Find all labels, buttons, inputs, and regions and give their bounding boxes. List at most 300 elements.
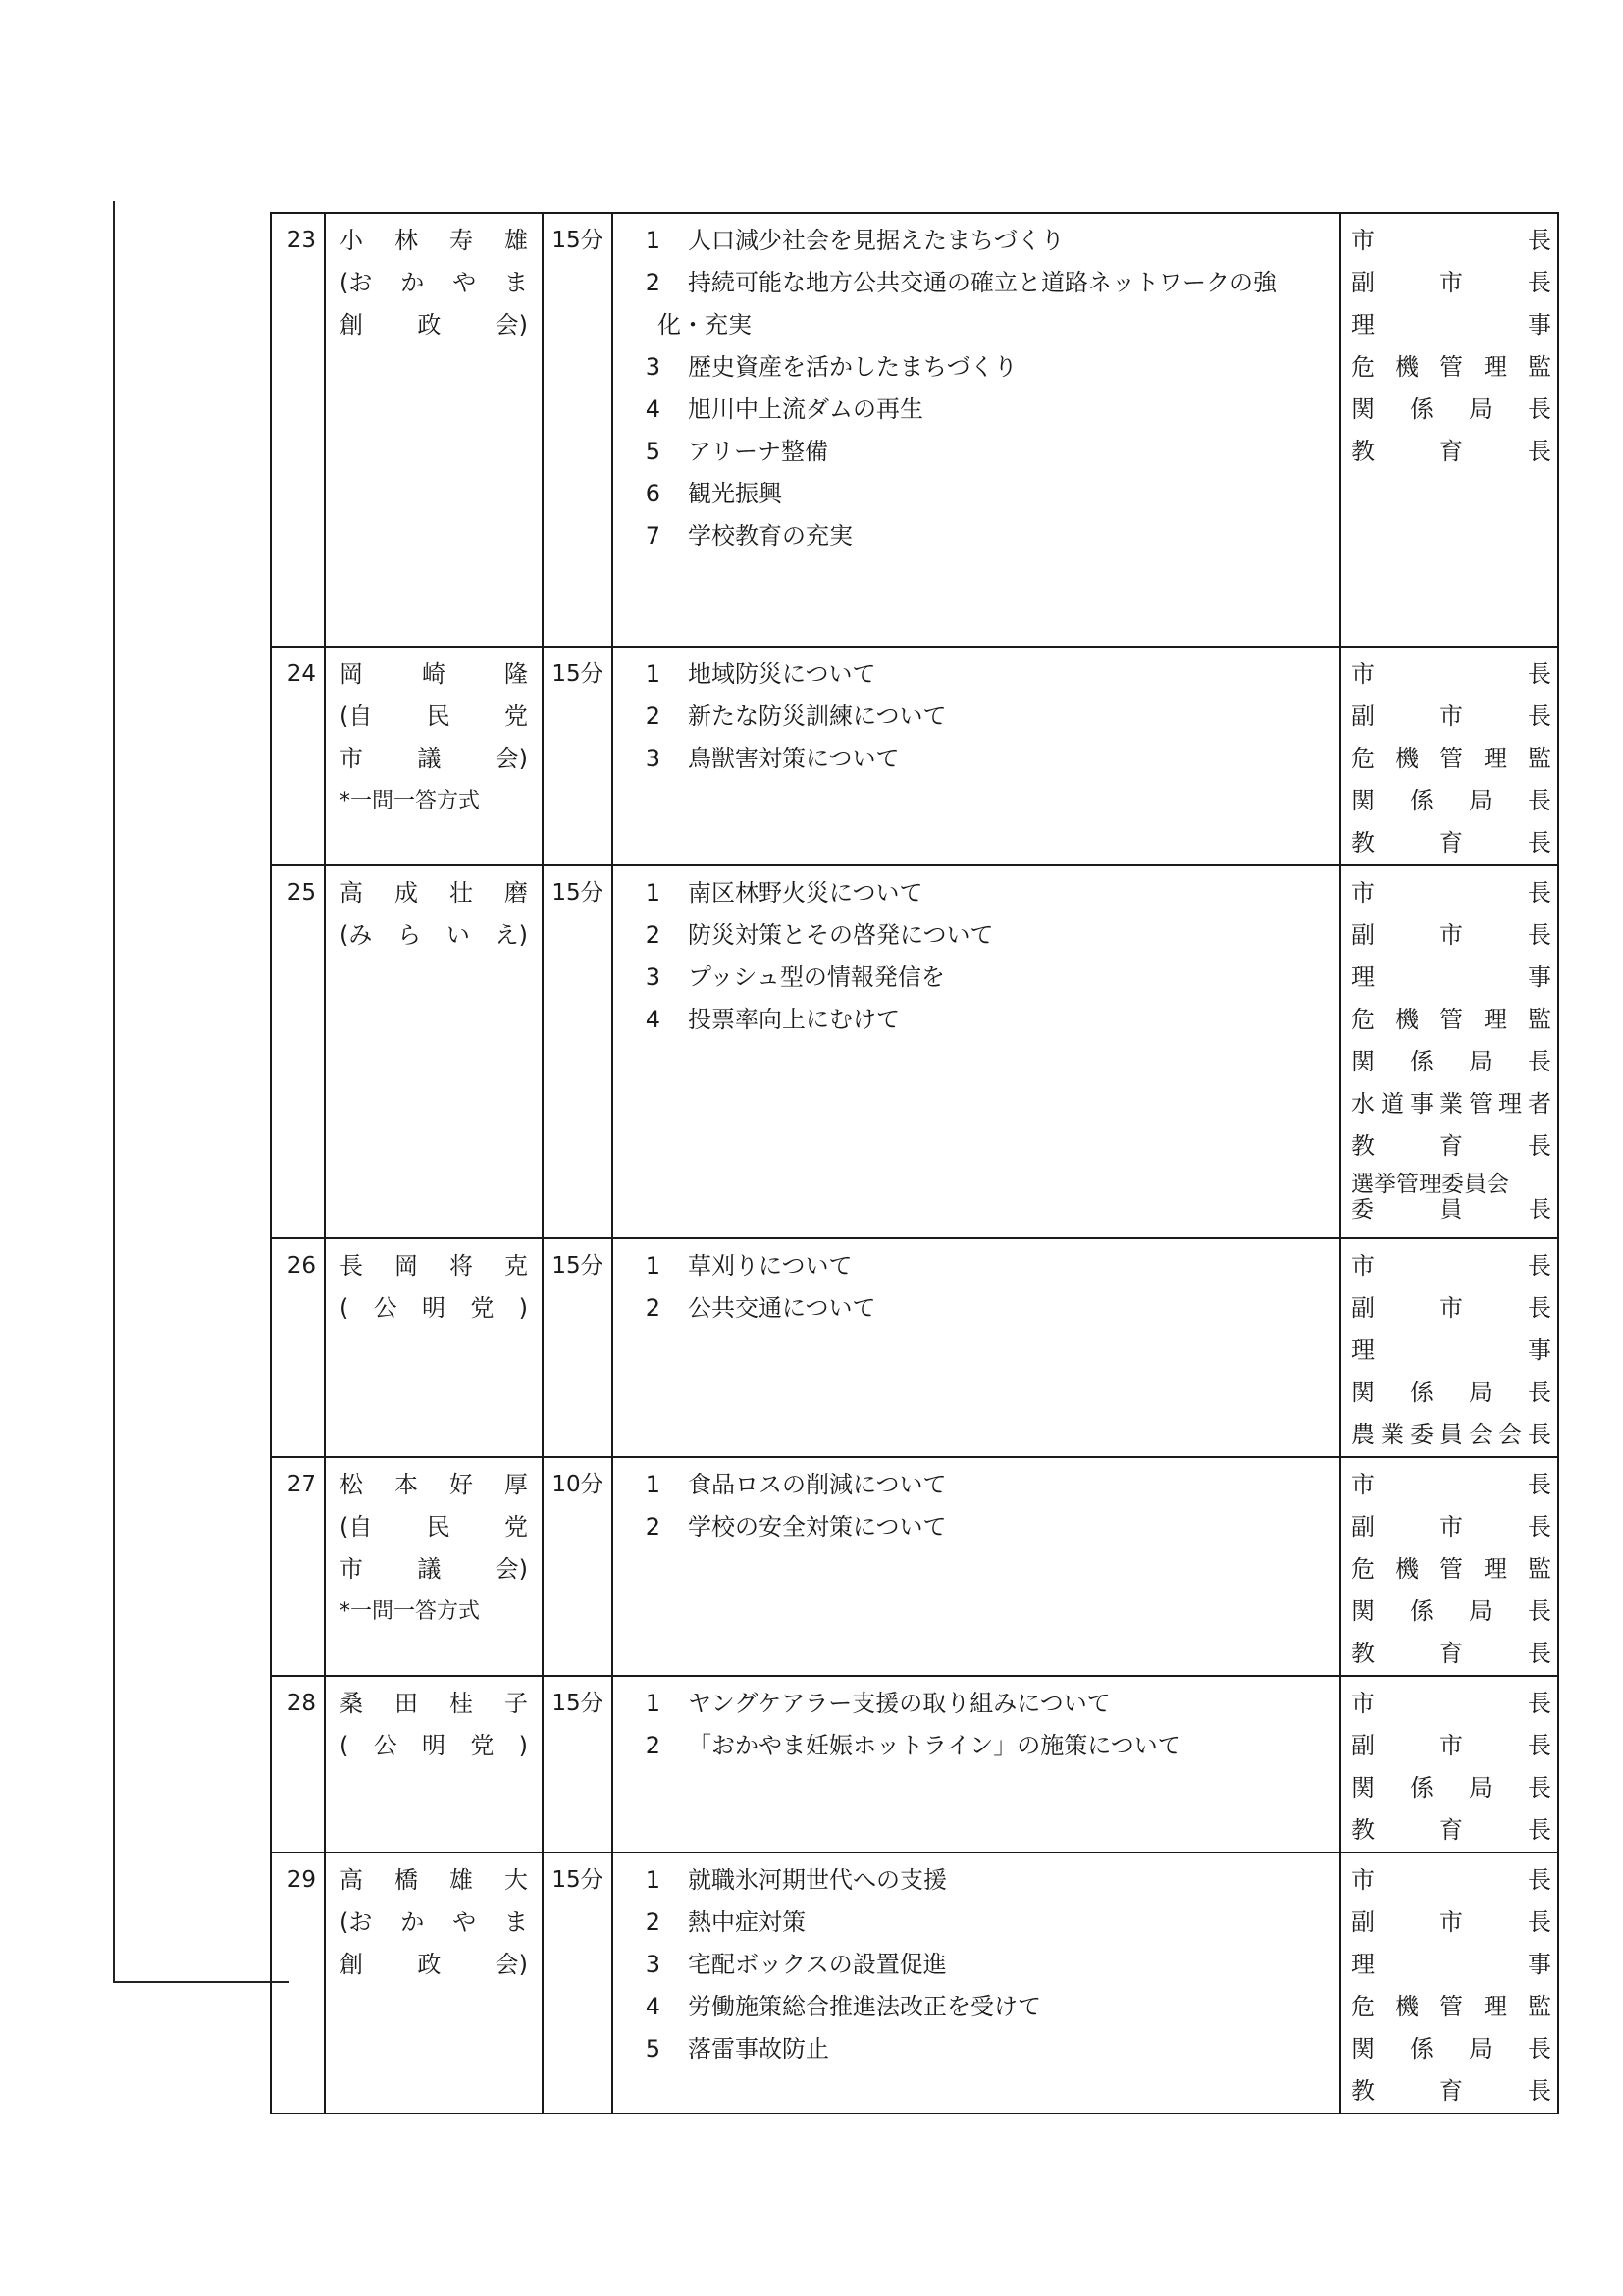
char: 市 [1440,703,1463,730]
question-item [613,1859,1339,1902]
char: 管 [1440,745,1463,772]
char: 理 [1484,1006,1507,1033]
answerer [1351,1125,1551,1168]
char: 市 [1351,1866,1375,1894]
answerer [1351,653,1551,696]
question-item [613,957,1339,999]
question-number: 1 [645,660,660,688]
char: 子 [504,1690,528,1717]
answerer [1351,1548,1551,1591]
char: 監 [1528,1555,1551,1583]
char: 長 [1528,1513,1551,1540]
question-item [613,696,1339,738]
answerer [1351,431,1551,473]
char: 危 [1351,353,1375,381]
char: 長 [1528,1908,1551,1936]
speaker-cell [325,647,543,865]
question-number: 1 [645,227,660,254]
char: 理 [1484,353,1507,381]
question-text: 地域防災について [688,660,876,688]
speaker-number: 23 [271,213,325,647]
char: 創 [340,311,363,339]
party-name [340,1902,528,1944]
question-number: 1 [645,1471,660,1498]
char: 機 [1395,745,1419,772]
answerer [1351,1245,1551,1287]
question-text: ヤングケアラー支援の取り組みについて [688,1690,1111,1717]
char: 大 [504,1866,528,1894]
question-number: 2 [645,1294,660,1322]
speaker-name [340,1464,528,1506]
char: 局 [1469,395,1492,423]
answerer [1351,999,1551,1041]
char: 事 [1410,1090,1434,1118]
char: 機 [1395,1555,1419,1583]
party-name [340,1548,528,1591]
char: 市 [1351,660,1375,688]
char: 長 [1528,1379,1551,1406]
char: 副 [1351,703,1375,730]
char: 育 [1440,438,1463,465]
question-text: 落雷事故防止 [688,2035,829,2062]
char: 局 [1469,1774,1492,1801]
char: 市 [1351,227,1375,254]
table-row [271,1676,1558,1852]
left-margin-line [113,201,115,1982]
char: か [400,1908,425,1936]
question-item [613,262,1339,304]
question-item [613,431,1339,473]
char: 市 [340,1555,363,1583]
char: 田 [394,1690,418,1717]
speaker-name [340,1245,528,1287]
char: 育 [1440,1640,1463,1667]
char: 将 [449,1252,473,1279]
question-text-continued: 化・充実 [657,311,752,339]
char: (み [340,921,373,949]
char: 好 [449,1471,473,1498]
char: 長 [1528,438,1551,465]
char: 崎 [422,660,445,688]
speaker-number: 28 [271,1676,325,1852]
table-row [271,1852,1558,2113]
answerer [1351,780,1551,822]
answerer [1351,738,1551,780]
answerer [1351,2070,1551,2113]
char: 長 [1529,1197,1551,1223]
char: 理 [1351,1336,1375,1364]
char: 党 [470,1294,495,1322]
question-number: 4 [645,1006,660,1033]
char: 長 [1528,1048,1551,1075]
char: 関 [1351,395,1375,423]
speaker-number: 29 [271,1852,325,2113]
answerer [1351,1859,1551,1902]
char: 育 [1440,829,1463,857]
answerers-cell [1340,1676,1558,1852]
char: 岡 [394,1252,418,1279]
char: 創 [340,1951,363,1978]
char: 明 [422,1294,445,1322]
char: 桑 [340,1690,363,1717]
char: 危 [1351,1006,1375,1033]
char: 理 [1498,1090,1522,1118]
allotted-time: 15分 [543,1852,612,2113]
questions-cell [612,865,1340,1238]
question-schedule-table-wrapper [270,212,1559,2114]
char: 寿 [449,227,473,254]
char: 副 [1351,1732,1375,1759]
char: (お [340,1908,373,1936]
table-row [271,1238,1558,1457]
table-body [271,213,1558,2113]
party-name [340,1506,528,1548]
party-name [340,1287,528,1330]
answerer [1351,1633,1551,1675]
char: 関 [1351,787,1375,814]
party-name [340,1944,528,1986]
char: 市 [1440,1294,1463,1322]
answerers-cell [1340,1457,1558,1676]
char: 機 [1395,1993,1419,2020]
char: 理 [1351,1951,1375,1978]
char: 市 [1351,1690,1375,1717]
char: 議 [417,1555,442,1583]
answerer [1351,1767,1551,1809]
question-item [613,515,1339,557]
char: 監 [1528,1993,1551,2020]
char: 林 [394,227,418,254]
party-name [340,914,528,957]
question-text: 学校の安全対策について [688,1513,947,1540]
char: 岡 [340,660,363,688]
char: 副 [1351,269,1375,296]
char: 長 [1528,2077,1551,2105]
char: 業 [1381,1421,1404,1448]
char: 理 [1484,745,1507,772]
char: 長 [1528,703,1551,730]
char: 教 [1351,1816,1375,1844]
char: 長 [1528,1597,1551,1625]
allotted-time: 10分 [543,1457,612,1676]
question-item [613,1506,1339,1548]
answerer [1351,914,1551,957]
char: 明 [422,1732,445,1759]
table-row [271,213,1558,647]
char: 市 [1351,1471,1375,1498]
answerer [1351,1986,1551,2028]
question-item [613,872,1339,914]
char: 市 [1351,1252,1375,1279]
char: 民 [426,1513,450,1540]
question-number: 4 [645,1993,660,2020]
speaker-cell [325,1238,543,1457]
question-text: 公共交通について [688,1294,876,1322]
char: ( [340,1732,349,1759]
char: 長 [1528,1294,1551,1322]
question-text: 宅配ボックスの設置促進 [688,1951,947,1978]
char: ) [518,1732,528,1759]
char: 政 [417,311,442,339]
char: 員 [1440,1197,1463,1223]
char: 橋 [394,1866,418,1894]
question-text: 就職氷河期世代への支援 [688,1866,947,1894]
answerer [1351,822,1551,864]
char: え) [495,921,528,949]
char: 理 [1351,311,1375,339]
char: 長 [1528,1252,1551,1279]
char: 係 [1410,395,1434,423]
answerer [1351,389,1551,431]
question-number: 2 [645,1908,660,1936]
char: 長 [1528,2035,1551,2062]
question-item [613,738,1339,780]
question-number: 2 [645,269,660,296]
party-name [340,1725,528,1767]
char: 長 [1528,1640,1551,1667]
char: 監 [1528,353,1551,381]
questions-cell [612,1238,1340,1457]
char: 桂 [449,1690,473,1717]
question-item [613,1902,1339,1944]
char: 事 [1528,1951,1551,1978]
answerer [1351,1809,1551,1852]
char: 副 [1351,921,1375,949]
char: 本 [394,1471,418,1498]
question-number: 1 [645,1252,660,1279]
question-item [613,220,1339,262]
bottom-margin-line [113,1981,289,1983]
char: 成 [394,879,418,907]
question-text: 食品ロスの削減について [688,1471,947,1498]
char: 松 [340,1471,363,1498]
answerer [1351,1683,1551,1725]
answerer [1351,696,1551,738]
question-number: 7 [645,522,660,549]
char: 監 [1528,745,1551,772]
char: 事 [1528,1336,1551,1364]
question-number: 2 [645,703,660,730]
char: 機 [1395,1006,1419,1033]
char: ( [340,1294,349,1322]
char: 危 [1351,1993,1375,2020]
question-number: 3 [645,745,660,772]
question-item [613,1986,1339,2028]
speaker-number: 25 [271,865,325,1238]
char: 市 [1440,269,1463,296]
char: 市 [1440,1732,1463,1759]
char: 係 [1410,1597,1434,1625]
speaker-name [340,220,528,262]
char: 長 [1528,1816,1551,1844]
char: 長 [1528,787,1551,814]
answerer-committee-title [1351,1197,1551,1223]
questions-cell [612,1676,1340,1852]
char: 局 [1469,1379,1492,1406]
question-item [613,2028,1339,2070]
question-text: 熱中症対策 [688,1908,806,1936]
question-format-note: *一問一答方式 [340,1599,481,1624]
char: 党 [504,703,528,730]
question-item [613,346,1339,389]
speaker-number: 24 [271,647,325,865]
char: 市 [1440,921,1463,949]
answerer [1351,1725,1551,1767]
speaker-name [340,1859,528,1902]
answerer [1351,304,1551,346]
char: 委 [1351,1197,1374,1223]
question-number: 1 [645,1690,660,1717]
answerer [1351,1506,1551,1548]
question-text: 鳥獣害対策について [688,745,900,772]
question-schedule-table [270,212,1559,2114]
party-name [340,696,528,738]
char: 会) [495,745,528,772]
question-text: 学校教育の充実 [688,522,853,549]
char: 理 [1351,964,1375,991]
question-number: 1 [645,1866,660,1894]
char: 道 [1381,1090,1404,1118]
question-number: 3 [645,964,660,991]
question-item [613,1683,1339,1725]
answerer [1351,1287,1551,1330]
question-text: 労働施策総合推進法改正を受けて [688,1993,1041,2020]
char: ま [504,1908,528,1936]
char: 係 [1410,787,1434,814]
char: 会 [1469,1421,1492,1448]
speaker-cell [325,865,543,1238]
char: 厚 [504,1471,528,1498]
question-text: 防災対策とその啓発について [688,921,994,949]
question-item [613,1245,1339,1287]
answerer [1351,346,1551,389]
allotted-time: 15分 [543,1676,612,1852]
char: 機 [1395,353,1419,381]
char: 管 [1440,353,1463,381]
char: 副 [1351,1908,1375,1936]
question-number: 2 [645,1513,660,1540]
answerers-cell [1340,647,1558,865]
question-text: プッシュ型の情報発信を [688,964,945,991]
question-number: 3 [645,353,660,381]
char: 市 [1351,879,1375,907]
char: 関 [1351,2035,1375,2062]
question-item [613,1464,1339,1506]
char: 関 [1351,1597,1375,1625]
char: (自 [340,703,373,730]
char: 係 [1410,2035,1434,2062]
char: 会) [495,1951,528,1978]
char: 関 [1351,1774,1375,1801]
char: 局 [1469,2035,1492,2062]
char: 小 [340,227,363,254]
table-row [271,865,1558,1238]
speaker-cell [325,1676,543,1852]
answerer [1351,1902,1551,1944]
speaker-number: 27 [271,1457,325,1676]
char: 雄 [504,227,528,254]
question-number: 5 [645,2035,660,2062]
answerer [1351,220,1551,262]
char: 監 [1528,1006,1551,1033]
char: 会 [1498,1421,1522,1448]
answerers-cell [1340,213,1558,647]
char: 高 [340,879,363,907]
char: 育 [1440,1132,1463,1160]
question-number: 1 [645,879,660,907]
char: 長 [1528,1732,1551,1759]
char: 公 [373,1294,397,1322]
char: 教 [1351,2077,1375,2105]
answerer [1351,1330,1551,1372]
char: 事 [1528,311,1551,339]
speaker-name [340,872,528,914]
question-item [613,999,1339,1041]
speaker-cell [325,1852,543,2113]
answerer [1351,1591,1551,1633]
questions-cell [612,647,1340,865]
char: 長 [1528,1471,1551,1498]
char: 業 [1440,1090,1463,1118]
char: 長 [1528,921,1551,949]
char: 員 [1440,1421,1463,1448]
answerer [1351,1372,1551,1414]
question-text: 「おかやま妊娠ホットライン」の施策について [688,1732,1181,1759]
char: 長 [1528,395,1551,423]
char: 議 [417,745,442,772]
char: や [452,269,477,296]
char: 理 [1484,1993,1507,2020]
char: (自 [340,1513,373,1540]
char: 市 [1440,1908,1463,1936]
answerers-cell [1340,1852,1558,2113]
party-name [340,262,528,304]
char: 副 [1351,1294,1375,1322]
question-number: 5 [645,438,660,465]
char: 事 [1528,964,1551,991]
char: 長 [1528,269,1551,296]
char: 長 [1528,1421,1551,1448]
char: 教 [1351,829,1375,857]
table-row [271,647,1558,865]
char: 壮 [449,879,473,907]
question-text: 人口減少社会を見据えたまちづくり [688,227,1065,254]
char: 政 [417,1951,442,1978]
char: 長 [340,1252,363,1279]
question-text: 旭川中上流ダムの再生 [688,395,923,423]
question-text: 新たな防災訓練について [688,703,947,730]
answerer-committee: 選挙管理委員会 [1351,1172,1509,1197]
question-number: 2 [645,921,660,949]
question-item [613,1725,1339,1767]
char: 会) [495,311,528,339]
speaker-number: 26 [271,1238,325,1457]
allotted-time: 15分 [543,1238,612,1457]
question-text: 持続可能な地方公共交通の確立と道路ネットワークの強 [688,269,1277,296]
answerers-cell [1340,1238,1558,1457]
char: ) [518,1294,528,1322]
char: 局 [1469,1048,1492,1075]
speaker-cell [325,213,543,647]
question-text: 投票率向上にむけて [688,1006,900,1033]
question-item [613,473,1339,515]
char: 市 [1440,1513,1463,1540]
allotted-time: 15分 [543,647,612,865]
answerers-cell [1340,865,1558,1238]
question-number: 3 [645,1951,660,1978]
answerer [1351,2028,1551,2070]
char: 危 [1351,1555,1375,1583]
